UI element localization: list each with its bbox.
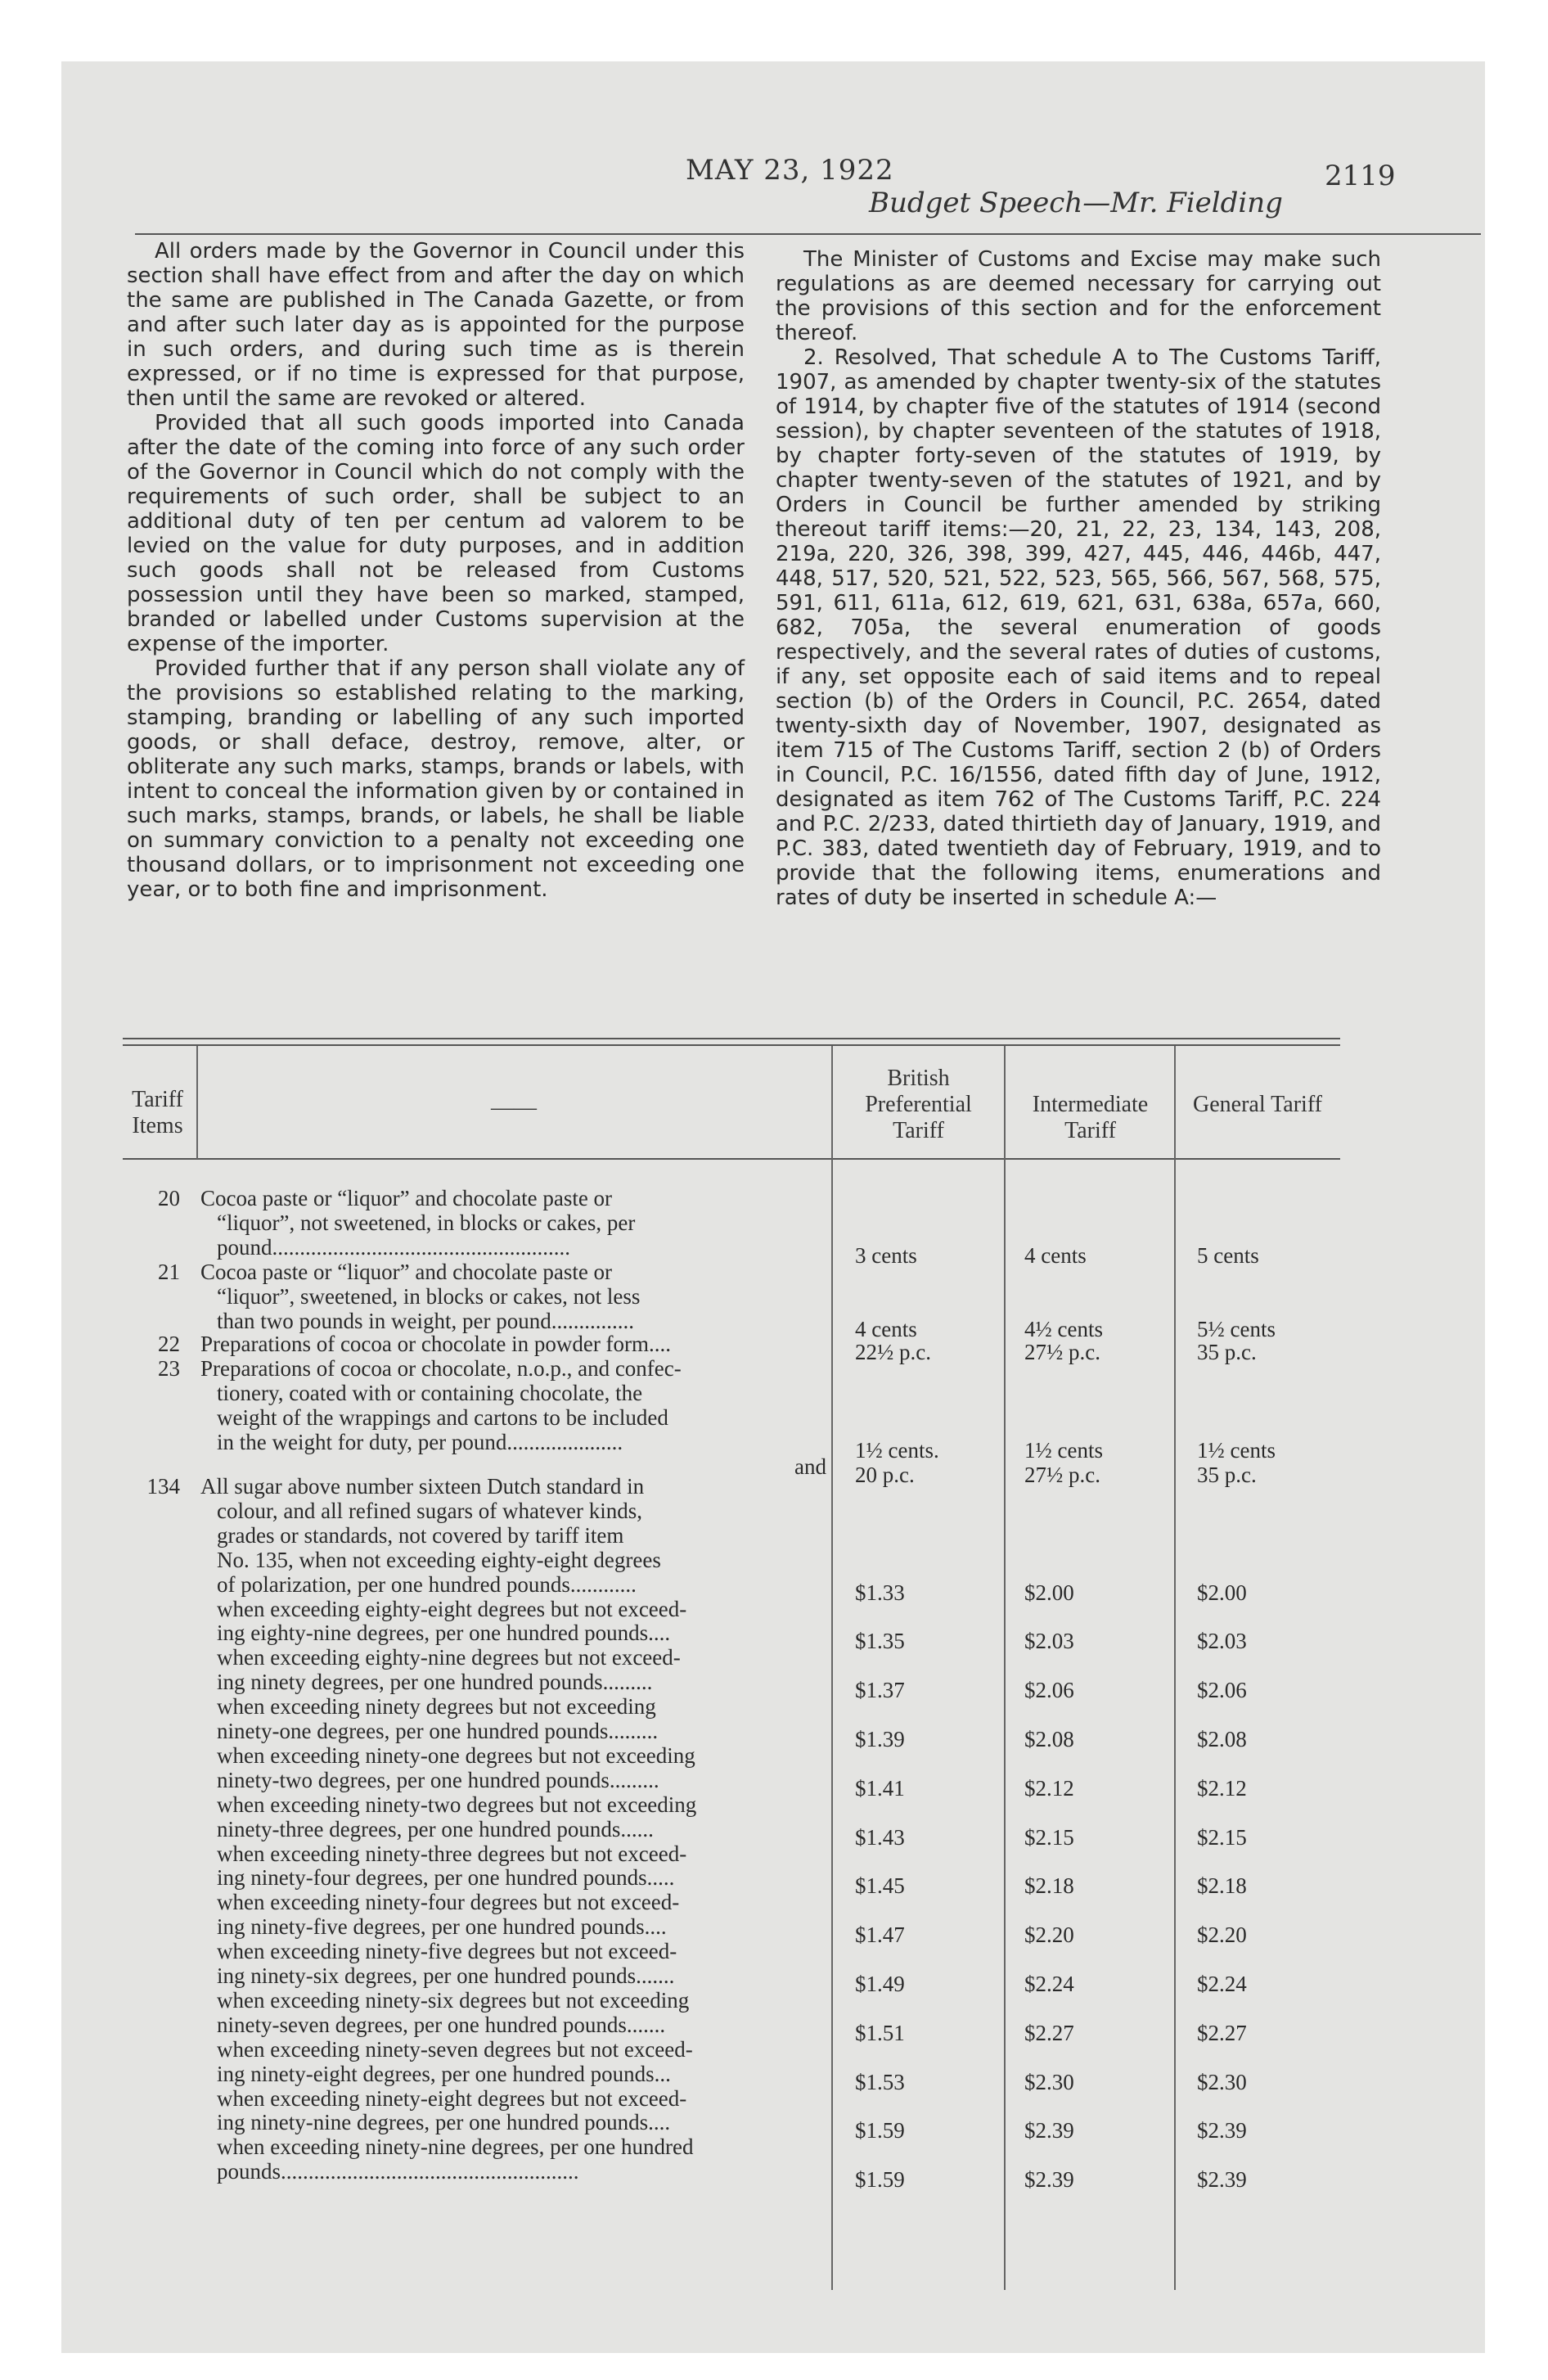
general-rate: $2.15: [1197, 1824, 1247, 1850]
table-divider-intermediate: [1174, 1046, 1176, 2290]
intermediate-rate: $2.18: [1024, 1873, 1074, 1899]
british-rate: $1.43: [855, 1824, 905, 1850]
british-rate: $1.45: [855, 1873, 905, 1899]
general-rate: $2.27: [1197, 2020, 1247, 2045]
tariff-description-line: grades or standards, not covered by tariff item: [217, 1523, 624, 1548]
intermediate-rate: $2.24: [1024, 1972, 1074, 1996]
tariff-description-line: “liquor”, sweetened, in blocks or cakes, not less: [217, 1284, 641, 1309]
tariff-description-line: when exceeding ninety-eight degrees but not exceed-: [217, 2086, 687, 2111]
left-paragraph-1: All orders made by the Governor in Council under this section shall have effect from and after the day on which the same are published in The Canada Gazette, or from and after such later day as is appointed for the purpose in such orders, and during such time as is therein expressed, or if no time is expressed for that purpose, then until the same are revoked or altered.: [127, 239, 745, 411]
tariff-description-line: when exceeding ninety-nine degrees, per one hundred: [217, 2135, 694, 2160]
general-rate: 5 cents: [1197, 1242, 1259, 1268]
general-rate: $2.00: [1197, 1580, 1247, 1605]
british-rate: $1.59: [855, 2167, 905, 2193]
tariff-description-line: when exceeding eighty-nine degrees but not exceed-: [217, 1646, 681, 1670]
table-header-rule: [123, 1158, 1340, 1160]
general-rate: $2.30: [1197, 2069, 1247, 2094]
tariff-description-line: when exceeding ninety-one degrees but not exceeding: [217, 1743, 695, 1768]
british-rate: $1.49: [855, 1972, 905, 1996]
tariff-description-line: All sugar above number sixteen Dutch standard in: [200, 1475, 645, 1499]
tariff-description-line: pounds......................................................: [217, 2160, 579, 2184]
general-rate: 5½ cents: [1197, 1316, 1276, 1341]
tariff-description-line: of polarization, per one hundred pounds............: [217, 1572, 637, 1597]
tariff-description-line: when exceeding ninety-seven degrees but not exceed-: [217, 2037, 693, 2062]
tariff-item-number: 23: [158, 1356, 180, 1381]
tariff-item-number: 134: [146, 1474, 180, 1499]
intermediate-rate: 4 cents: [1024, 1242, 1087, 1268]
intermediate-rate: $2.03: [1024, 1629, 1074, 1654]
general-rate: $2.03: [1197, 1629, 1247, 1654]
header-intermediate: Intermediate Tariff: [1032, 1092, 1149, 1143]
tariff-description-line: when exceeding ninety-six degrees but not exceeding: [217, 1988, 690, 2013]
tariff-description-line: when exceeding ninety-three degrees but not exceed-: [217, 1841, 687, 1866]
tariff-description-line: ninety-one degrees, per one hundred pounds.........: [217, 1720, 659, 1743]
intermediate-rate: $2.20: [1024, 1922, 1074, 1948]
british-rate: $1.53: [855, 2069, 905, 2094]
tariff-description-line: ninety-two degrees, per one hundred pounds.........: [217, 1768, 659, 1792]
intermediate-rate: $2.39: [1024, 2118, 1074, 2143]
tariff-description-line: ing ninety-nine degrees, per one hundred pounds....: [217, 2111, 671, 2135]
british-rate: 1½ cents.: [855, 1437, 939, 1463]
intermediate-rate: $2.15: [1024, 1824, 1074, 1850]
intermediate-rate: $2.00: [1024, 1580, 1074, 1605]
tariff-description-line: ing ninety degrees, per one hundred pounds.........: [217, 1670, 653, 1695]
intermediate-rate: 27½ p.c.: [1024, 1462, 1100, 1487]
british-rate: 22½ p.c.: [855, 1340, 931, 1364]
header-tariff-items: Tariff Items: [132, 1087, 183, 1138]
tariff-description-line: No. 135, when not exceeding eighty-eight degrees: [217, 1548, 661, 1572]
tariff-item-number: 22: [158, 1332, 180, 1356]
left-paragraph-2: Provided that all such goods imported into Canada after the date of the coming into force of any such order of the Governor in Council which do not comply with the requirements of such order, shall be subject to an additional duty of ten per centum ad valorem to be levied on the value for duty purposes, and in addition such goods shall not be released from Customs possession until they have been so marked, stamped, branded or labelled under Customs supervision at the expense of the importer.: [127, 411, 745, 656]
header-british-preferential: British Preferential Tariff: [865, 1066, 972, 1143]
table-divider-british: [1004, 1046, 1006, 2290]
tariff-description-line: weight of the wrappings and cartons to be included: [217, 1405, 668, 1430]
general-rate: $2.39: [1197, 2167, 1247, 2193]
tariff-description-line: when exceeding ninety degrees but not exceeding: [217, 1695, 656, 1720]
right-paragraph-2: 2. Resolved, That schedule A to The Customs Tariff, 1907, as amended by chapter twenty-six of the statutes of 1914, by chapter five of the statutes of 1914 (second session), by chapter seventeen of the statutes of 1918, by chapter forty-seven of the statutes of 1919, by chapter twenty-seven of the statutes of 1921, and by Orders in Council be further amended by striking thereout tariff items:—20, 21, 22, 23, 134, 143, 208, 219a, 220, 326, 398, 399, 427, 445, 446, 446b, 447, 448, 517, 520, 521, 522, 523, 565, 566, 567, 568, 575, 591, 611, 611a, 612, 619, 621, 631, 638a, 657a, 660, 682, 705a, the several enumeration of goods respectively, and the several rates of duties of customs, if any, set opposite each of said items and to repeal section (b) of the Orders in Council, P.C. 2654, dated twenty-sixth day of November, 1907, designated as item 715 of The Customs Tariff, section 2 (b) of Orders in Council, P.C. 16/1556, dated fifth day of June, 1912, designated as item 762 of The Customs Tariff, P.C. 224 and P.C. 2/233, dated thirtieth day of January, 1919, and P.C. 383, dated twentieth day of February, 1919, and to provide that the following items, enumerations and rates of duty be inserted in schedule A:—: [776, 345, 1381, 910]
intermediate-rate: $2.06: [1024, 1678, 1074, 1703]
left-text-column: [127, 239, 745, 902]
tariff-description-line: ing eighty-nine degrees, per one hundred pounds....: [217, 1621, 671, 1646]
general-rate: $2.12: [1197, 1775, 1247, 1801]
general-rate: $2.08: [1197, 1727, 1247, 1751]
tariff-description-line: ing ninety-five degrees, per one hundred pounds....: [217, 1915, 667, 1940]
right-paragraph-1: The Minister of Customs and Excise may make such regulations as are deemed necessary for carrying out the provisions of this section and for the enforcement thereof.: [776, 247, 1381, 345]
tariff-description-line: and: [794, 1454, 826, 1479]
general-rate: $2.20: [1197, 1922, 1247, 1948]
intermediate-rate: 27½ p.c.: [1024, 1340, 1100, 1364]
right-text-column: [776, 247, 1381, 910]
general-rate: 35 p.c.: [1197, 1462, 1257, 1487]
british-rate: 4 cents: [855, 1316, 917, 1341]
tariff-description-line: Preparations of cocoa or chocolate in powder form....: [200, 1332, 672, 1356]
british-rate: 3 cents: [855, 1242, 917, 1268]
tariff-description-line: in the weight for duty, per pound.....................: [217, 1430, 623, 1454]
tariff-item-number: 21: [158, 1260, 180, 1284]
general-rate: 35 p.c.: [1197, 1340, 1257, 1364]
table-top-rule-1: [123, 1038, 1340, 1039]
tariff-description-line: when exceeding ninety-four degrees but not exceed-: [217, 1891, 680, 1915]
british-rate: $1.33: [855, 1580, 905, 1605]
header-date: MAY 23, 1922: [686, 154, 894, 187]
tariff-description-line: ing ninety-four degrees, per one hundred pounds.....: [217, 1866, 675, 1891]
tariff-description-line: “liquor”, not sweetened, in blocks or cakes, per: [217, 1210, 636, 1235]
general-rate: $2.24: [1197, 1972, 1247, 1996]
british-rate: $1.41: [855, 1775, 905, 1801]
header-description: ——: [491, 1095, 537, 1120]
left-paragraph-3: Provided further that if any person shall violate any of the provisions so established relating to the marking, stamping, branding or labelling of any such imported goods, or shall deface, destroy, remove, alter, or obliterate any such marks, stamps, brands or labels, with intent to conceal the information given by or contained in such marks, stamps, brands, or labels, he shall be liable on summary conviction to a penalty not exceeding one thousand dollars, or to imprisonment not exceeding one year, or to both fine and imprisonment.: [127, 656, 745, 902]
general-rate: $2.18: [1197, 1873, 1247, 1899]
tariff-description-line: ninety-three degrees, per one hundred pounds......: [217, 1817, 654, 1841]
tariff-description-line: when exceeding ninety-five degrees but not exceed-: [217, 1940, 677, 1964]
tariff-description-line: ninety-seven degrees, per one hundred pounds.......: [217, 2013, 666, 2037]
intermediate-rate: $2.27: [1024, 2020, 1074, 2045]
general-rate: $2.06: [1197, 1678, 1247, 1703]
header-general: General Tariff: [1193, 1092, 1322, 1117]
intermediate-rate: 1½ cents: [1024, 1437, 1103, 1463]
page-number: 2119: [1325, 160, 1396, 192]
tariff-description-line: colour, and all refined sugars of whatever kinds,: [217, 1499, 643, 1523]
british-rate: $1.35: [855, 1629, 905, 1654]
british-rate: $1.51: [855, 2020, 905, 2045]
tariff-item-number: 20: [158, 1186, 180, 1210]
header-rule: [135, 233, 1481, 235]
tariff-description-line: when exceeding ninety-two degrees but not exceeding: [217, 1792, 697, 1817]
intermediate-rate: 4½ cents: [1024, 1316, 1103, 1341]
british-rate: $1.47: [855, 1922, 905, 1948]
tariff-description-line: when exceeding eighty-eight degrees but not exceed-: [217, 1597, 687, 1621]
general-rate: $2.39: [1197, 2118, 1247, 2143]
british-rate: $1.37: [855, 1678, 905, 1703]
british-rate: 20 p.c.: [855, 1462, 915, 1487]
tariff-description-line: than two pounds in weight, per pound...............: [217, 1309, 634, 1333]
intermediate-rate: $2.30: [1024, 2069, 1074, 2094]
tariff-description-line: tionery, coated with or containing chocolate, the: [217, 1381, 643, 1405]
table-top-rule-2: [123, 1044, 1340, 1046]
tariff-description-line: ing ninety-eight degrees, per one hundred pounds...: [217, 2062, 671, 2086]
tariff-description-line: Cocoa paste or “liquor” and chocolate paste or: [200, 1187, 613, 1210]
british-rate: $1.39: [855, 1727, 905, 1751]
tariff-description-line: pound......................................................: [217, 1235, 570, 1260]
intermediate-rate: $2.12: [1024, 1775, 1074, 1801]
tariff-description-line: Cocoa paste or “liquor” and chocolate paste or: [200, 1260, 613, 1284]
intermediate-rate: $2.08: [1024, 1727, 1074, 1751]
intermediate-rate: $2.39: [1024, 2167, 1074, 2193]
tariff-description-line: Preparations of cocoa or chocolate, n.o.p., and confec-: [200, 1357, 682, 1381]
tariff-description-line: ing ninety-six degrees, per one hundred pounds.......: [217, 1964, 675, 1988]
header-subtitle: Budget Speech—Mr. Fielding: [869, 187, 1283, 219]
british-rate: $1.59: [855, 2118, 905, 2143]
general-rate: 1½ cents: [1197, 1437, 1276, 1463]
table-divider-desc: [831, 1046, 833, 2290]
